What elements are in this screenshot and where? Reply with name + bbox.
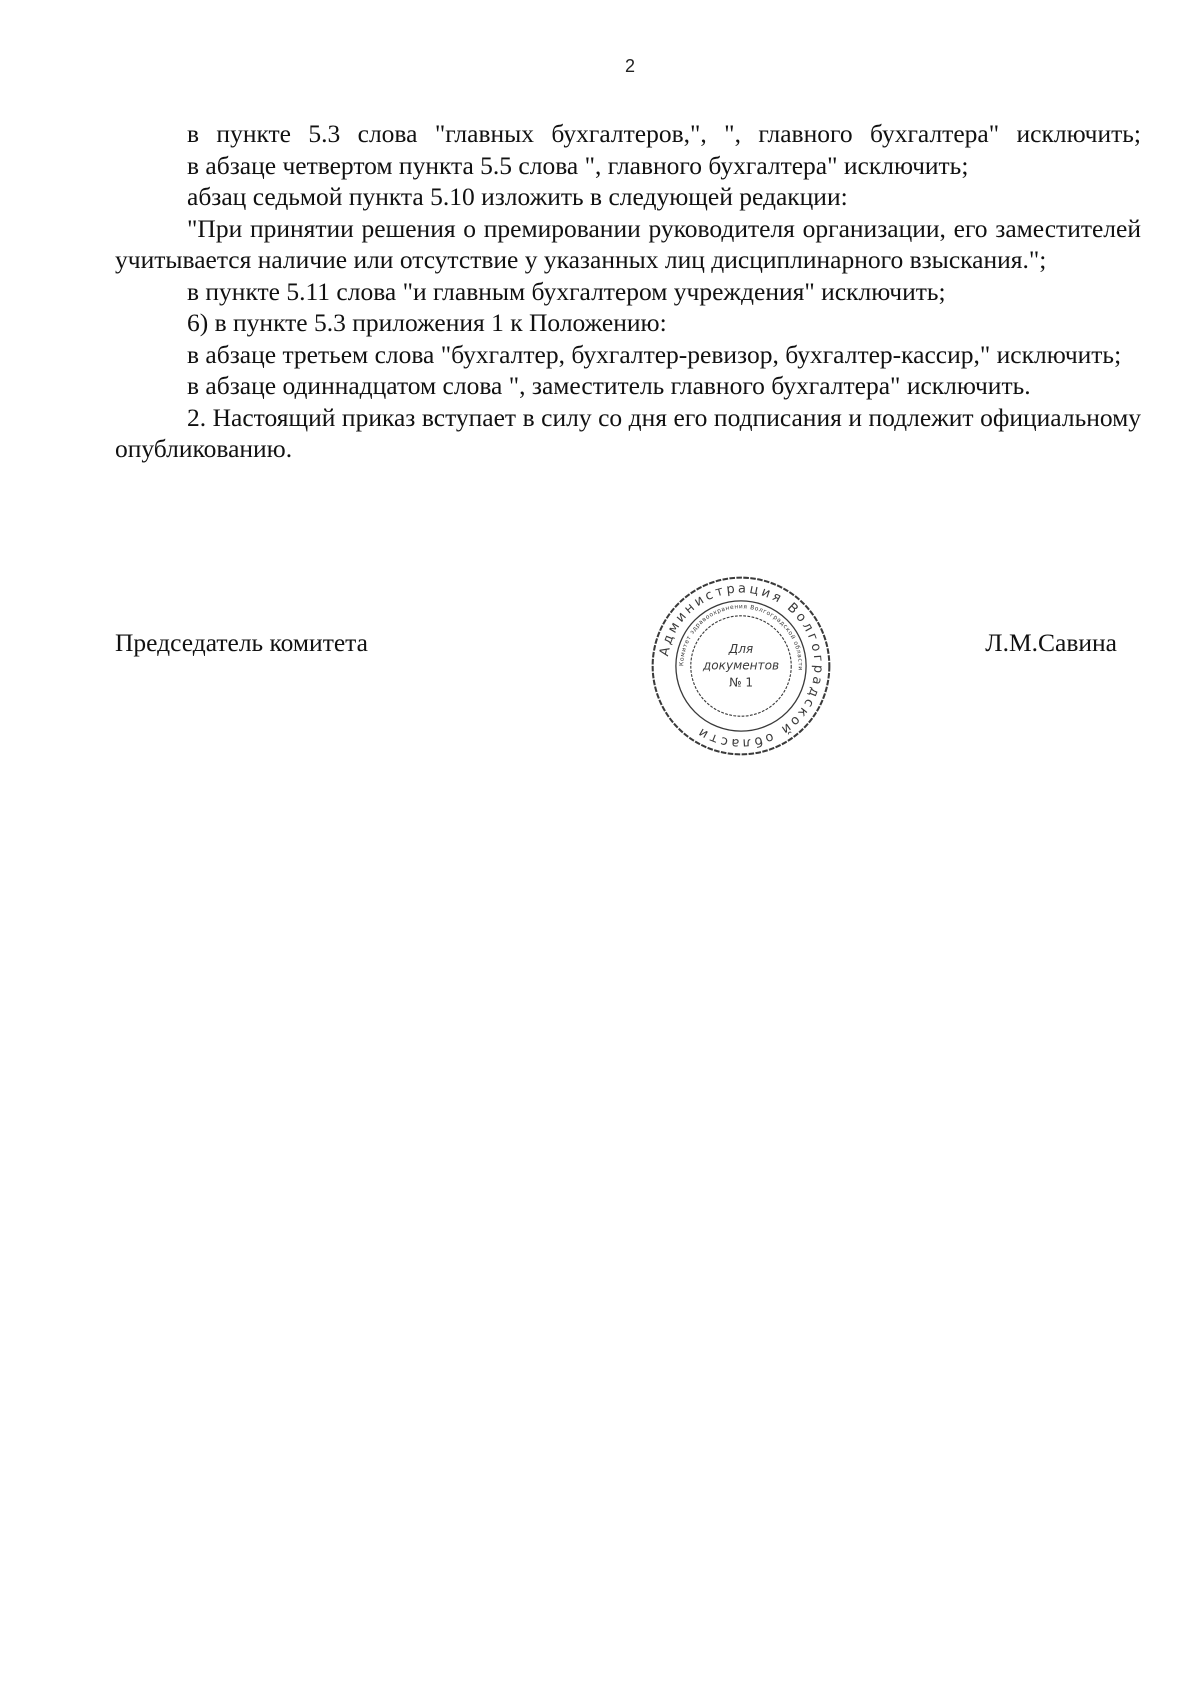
paragraph: в пункте 5.3 слова "главных бухгалтеров,", ", главного бухгалтера" исключить; <box>187 119 1141 148</box>
paragraph: в абзаце одиннадцатом слова ", заместитель главного бухгалтера" исключить. <box>187 371 1031 400</box>
paragraph: 2. Настоящий приказ вступает в силу со дня его подписания и подлежит официальному опубликованию. <box>115 402 1141 463</box>
page-number: 2 <box>624 56 635 76</box>
paragraph: в абзаце третьем слова "бухгалтер, бухгалтер-ревизор, бухгалтер-кассир," исключить; <box>187 339 1122 369</box>
paragraph: в пункте 5.11 слова "и главным бухгалтером учреждения" исключить; <box>187 276 946 306</box>
stamp-outer-text: Администрация Волгоградской области <box>657 581 826 751</box>
stamp-center-line2: документов <box>702 658 780 673</box>
paragraph: 6) в пункте 5.3 приложения 1 к Положению: <box>187 308 667 337</box>
document-body <box>115 118 1141 465</box>
paragraph: абзац седьмой пункта 5.10 изложить в следующей редакции: <box>187 182 848 211</box>
stamp-center-line1: Для <box>728 641 754 656</box>
paragraph: в абзаце четвертом пункта 5.5 слова ", главного бухгалтера" исключить; <box>187 150 969 180</box>
official-stamp-icon <box>648 573 834 759</box>
signature-block <box>115 628 1117 668</box>
paragraph: "При принятии решения о премировании руководителя организации, его заместителей учитывается наличие или отсутствие у указанных лиц дисциплинарного взыскания."; <box>115 213 1141 274</box>
signatory-name: Л.М.Савина <box>985 628 1117 657</box>
signatory-title: Председатель комитета <box>115 628 368 657</box>
stamp-center-line3: № 1 <box>728 675 754 690</box>
stamp-inner-text: Комитет здравоохранения Волгоградской области <box>678 603 804 671</box>
